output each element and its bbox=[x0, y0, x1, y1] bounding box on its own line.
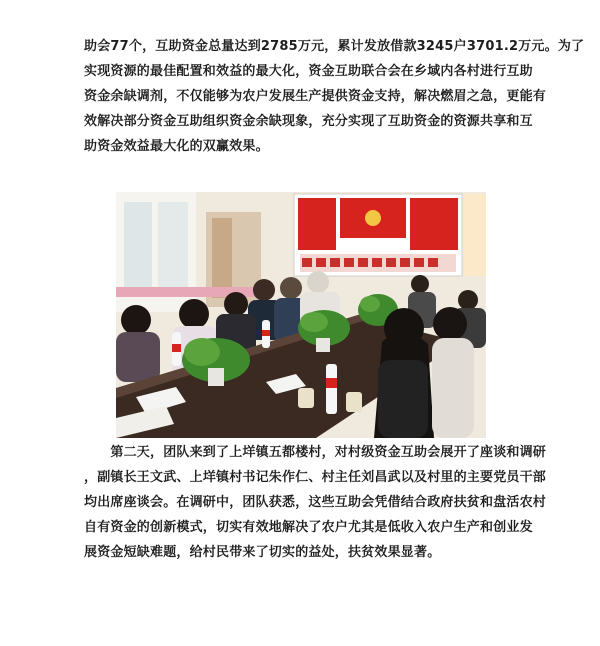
paragraph-line: 实现资源的最佳配置和效益的最大化，资金互助联合会在乡域内各村进行互助 bbox=[84, 64, 533, 79]
paragraph-line: 助资金效益最大化的双赢效果。 bbox=[84, 139, 269, 154]
paragraph-intro bbox=[84, 34, 585, 159]
paragraph-line: 第二天，团队来到了上垟镇五都楼村，对村级资金互助会展开了座谈和调研 bbox=[84, 445, 547, 460]
paragraph-line: 资金余缺调剂，不仅能够为农户发展生产提供资金支持，解决燃眉之急，更能有 bbox=[84, 89, 547, 104]
paragraph-line: 展资金短缺难题，给村民带来了切实的益处，扶贫效果显著。 bbox=[84, 545, 441, 560]
paragraph-line: 均出席座谈会。在调研中，团队获悉，这些互助会凭借结合政府扶贫和盘活农村 bbox=[84, 495, 547, 510]
paragraph-line: 效解决部分资金互助组织资金余缺现象，充分实现了互助资金的资源共享和互 bbox=[84, 114, 533, 129]
paragraph-line: ，副镇长王文武、上垟镇村书记朱作仁、村主任刘昌武以及村里的主要党员干部 bbox=[84, 470, 547, 485]
paragraph-line: 助会77个，互助资金总量达到2785万元，累计发放借款3245户3701.2万元。为了 bbox=[84, 39, 585, 54]
meeting-photo bbox=[116, 192, 486, 438]
meeting-photo-drawing bbox=[116, 192, 486, 438]
paragraph-visit bbox=[84, 440, 547, 565]
paragraph-line: 自有资金的创新模式，切实有效地解决了农户尤其是低收入农户生产和创业发 bbox=[84, 520, 533, 535]
